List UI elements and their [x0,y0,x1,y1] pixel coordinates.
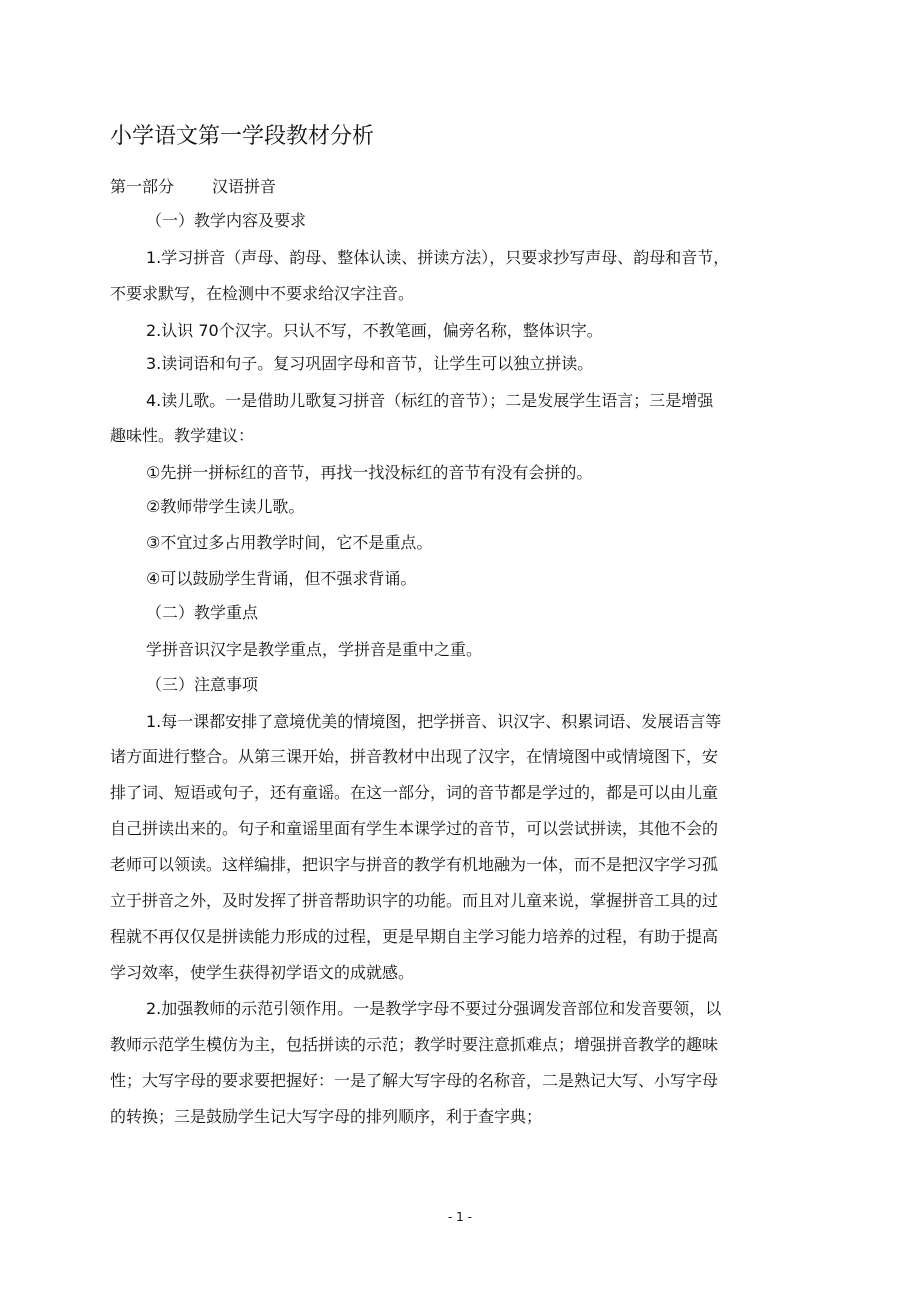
paragraph-line: 的转换；三是鼓励学生记大写字母的排列顺序，利于查字典； [110,1107,543,1126]
paragraph-line: 不要求默写，在检测中不要求给汉字注音。 [110,284,415,303]
part-name: 汉语拼音 [212,177,277,196]
paragraph-line: 4.读儿歌。一是借助儿歌复习拼音（标红的音节）；二是发展学生语言；三是增强 [146,391,714,410]
paragraph-line: 学习效率，使学生获得初学语文的成就感。 [110,963,415,982]
paragraph-line: 学拼音识汉字是教学重点，学拼音是重中之重。 [146,640,483,659]
paragraph-line: 2.加强教师的示范引领作用。一是教学字母不要过分强调发音部位和发音要领，以 [146,999,722,1018]
section-heading-1: （一）教学内容及要求 [146,211,307,230]
paragraph-line: 趣味性。教学建议： [110,426,255,445]
paragraph-line: 排了词、短语或句子，还有童谣。在这一部分，词的音节都是学过的，都是可以由儿童 [110,783,719,802]
paragraph-line: 1.学习拼音（声母、韵母、整体认读、拼读方法），只要求抄写声母、韵母和音节， [146,248,730,267]
tip-item: ④可以鼓励学生背诵，但不强求背诵。 [146,569,417,588]
page-title: 小学语文第一学段教材分析 [110,124,375,149]
paragraph-line: 教师示范学生模仿为主，包括拼读的示范；教学时要注意抓难点；增强拼音教学的趣味 [110,1035,719,1054]
part-label: 第一部分 [110,177,175,196]
page-number: - 1 - [448,1210,472,1224]
paragraph-line: 程就不再仅仅是拼读能力形成的过程，更是早期自主学习能力培养的过程，有助于提高 [110,927,719,946]
section-heading-3: （三）注意事项 [146,675,259,694]
paragraph-line: 立于拼音之外，及时发挥了拼音帮助识字的功能。而且对儿童来说，掌握拼音工具的过 [110,891,719,910]
paragraph-line: 3.读词语和句子。复习巩固字母和音节，让学生可以独立拼读。 [146,354,594,373]
tip-item: ②教师带学生读儿歌。 [146,497,305,516]
paragraph-line: 诸方面进行整合。从第三课开始，拼音教材中出现了汉字，在情境图中或情境图下，安 [110,747,719,766]
paragraph-line: 老师可以领读。这样编排，把识字与拼音的教学有机地融为一体，而不是把汉字学习孤 [110,855,719,874]
paragraph-line: 自己拼读出来的。句子和童谣里面有学生本课学过的音节，可以尝试拼读，其他不会的 [110,819,719,838]
tip-item: ①先拼一拼标红的音节，再找一找没标红的音节有没有会拼的。 [146,463,593,482]
paragraph-line: 1.每一课都安排了意境优美的情境图，把学拼音、识汉字、积累词语、发展语言等 [146,712,722,731]
section-heading-2: （二）教学重点 [146,603,259,622]
paragraph-line: 2.认识 70个汉字。只认不写，不教笔画，偏旁名称，整体识字。 [146,321,603,340]
tip-item: ③不宜过多占用教学时间，它不是重点。 [146,533,433,552]
paragraph-line: 性；大写字母的要求要把握好：一是了解大写字母的名称音，二是熟记大写、小写字母 [110,1071,719,1090]
